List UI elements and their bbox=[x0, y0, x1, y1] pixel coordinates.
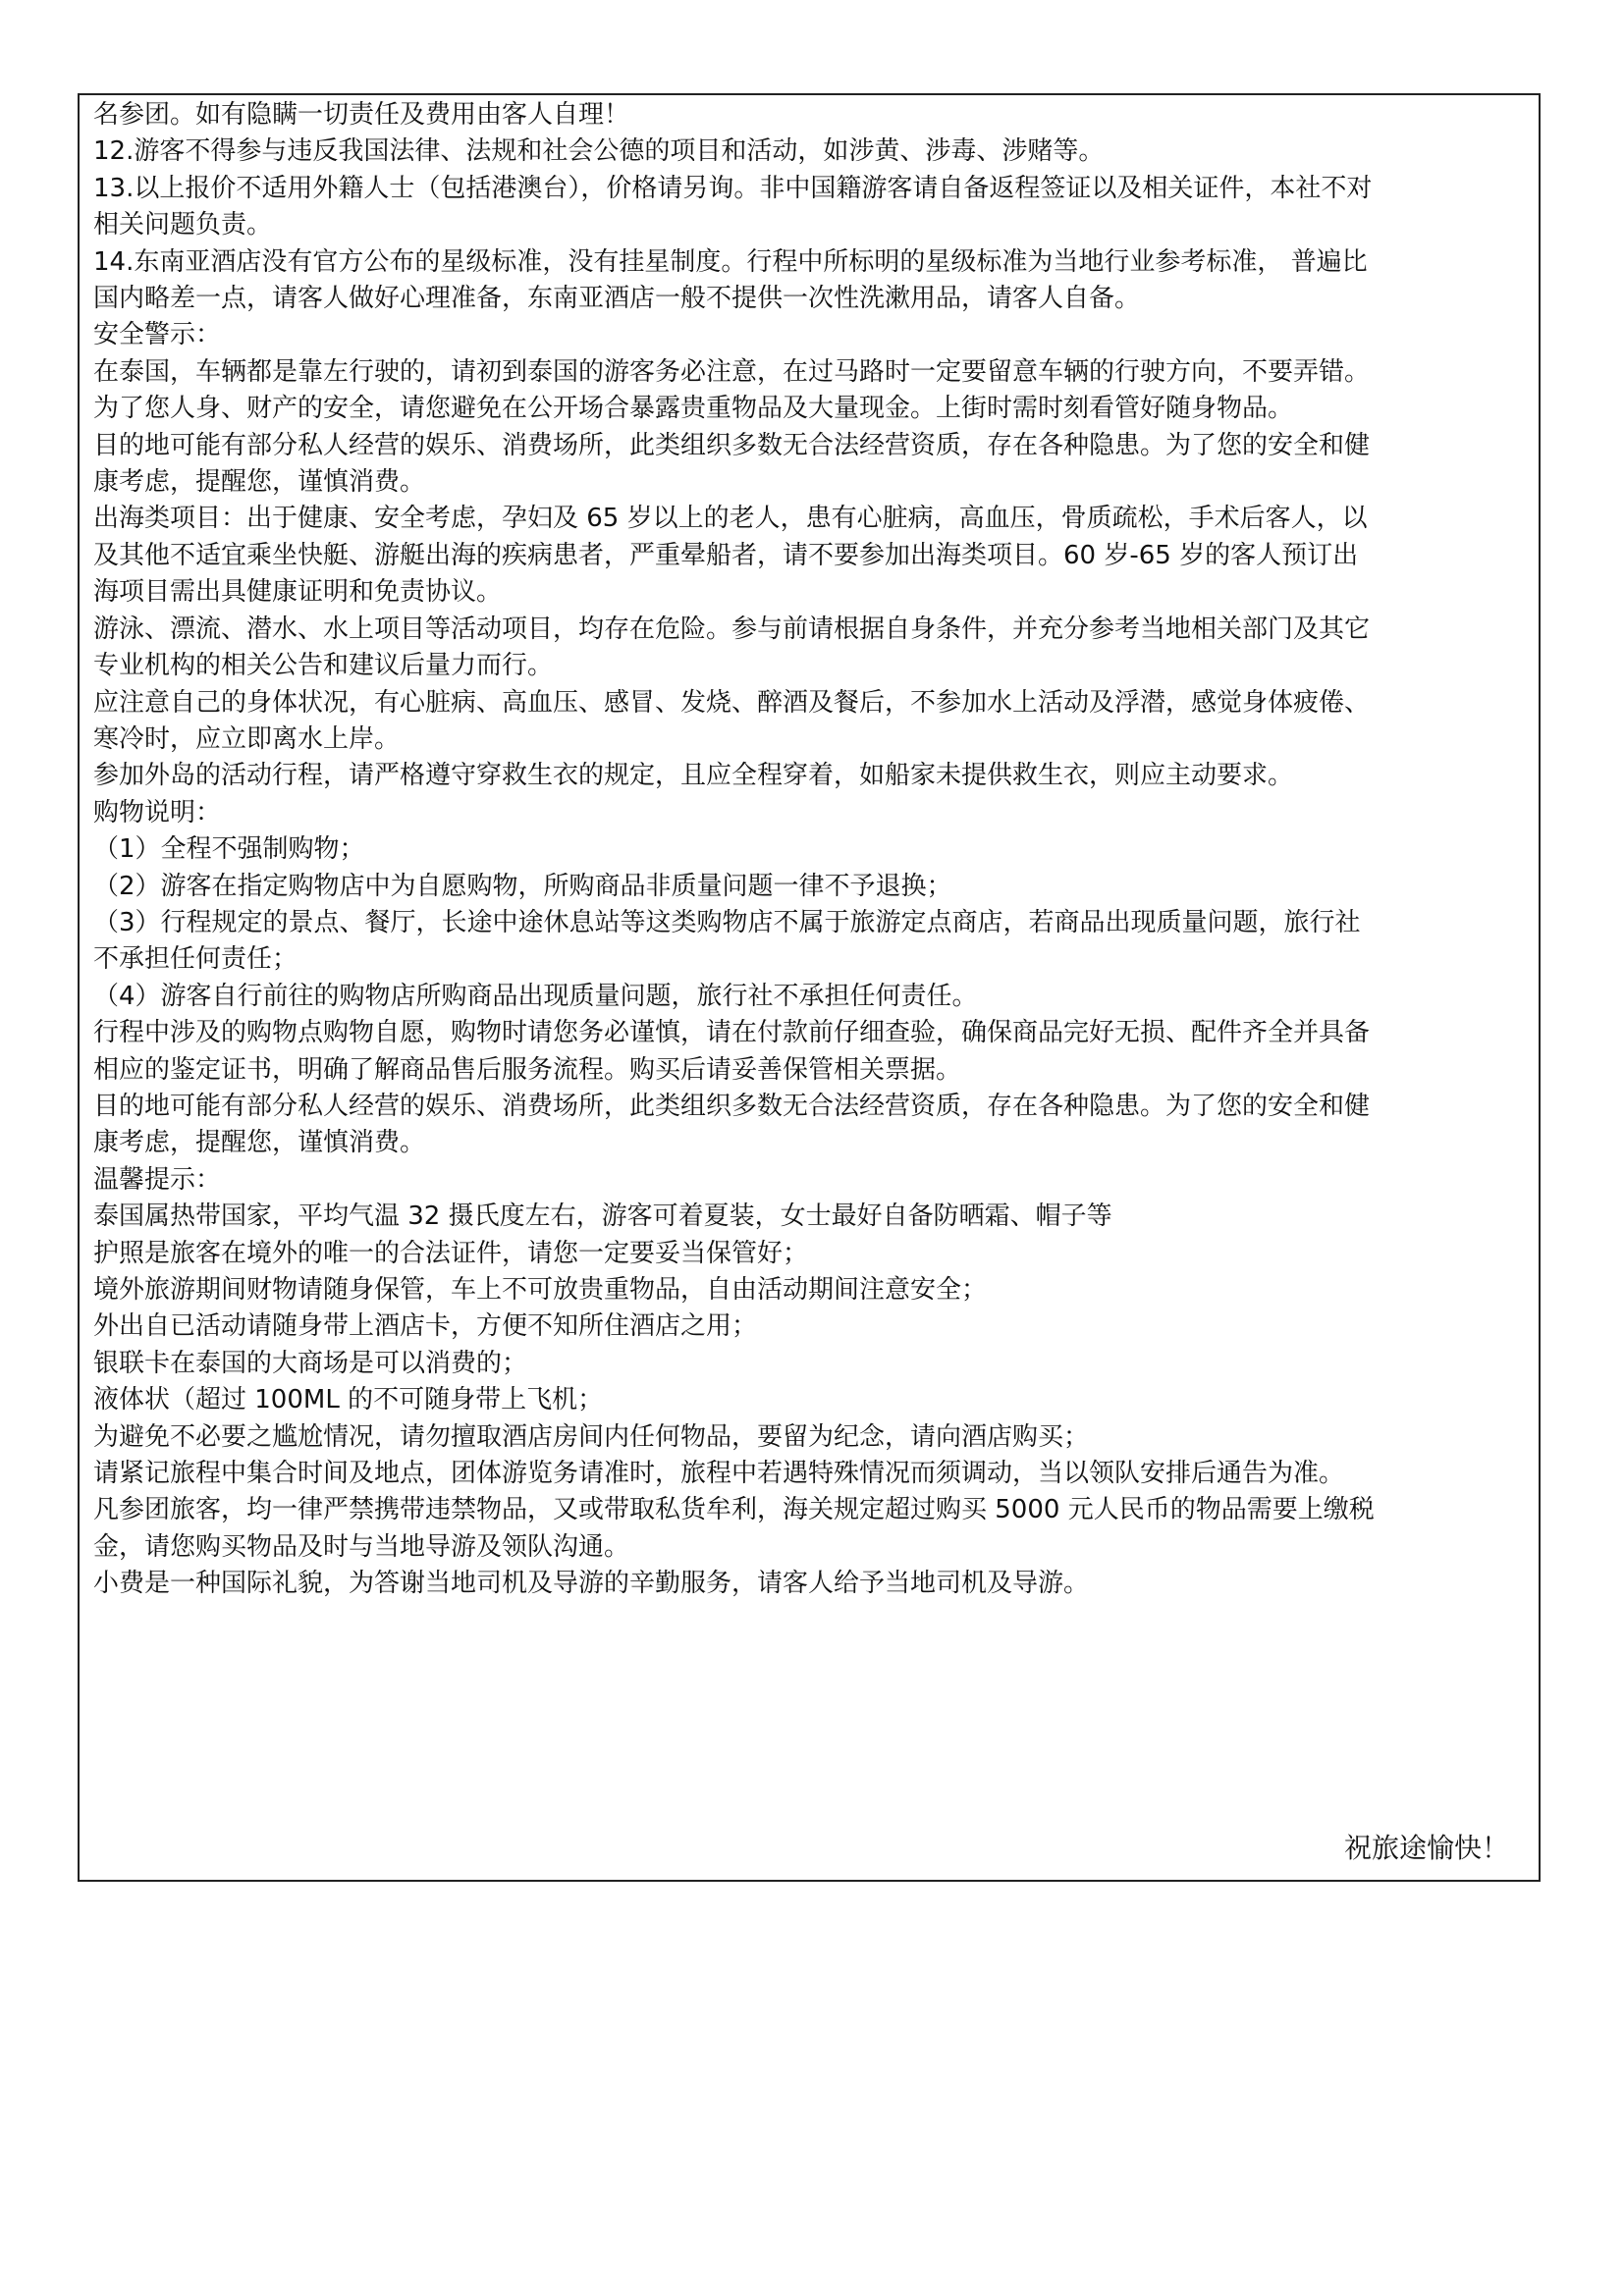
document-line: 参加外岛的活动行程，请严格遵守穿救生衣的规定，且应全程穿着，如船家未提供救生衣，则应主动要求。 bbox=[93, 761, 1294, 791]
document-line: 请紧记旅程中集合时间及地点，团体游览务请准时，旅程中若遇特殊情况而须调动，当以领队安排后通告为准。 bbox=[93, 1459, 1345, 1489]
document-line: 相应的鉴定证书，明确了解商品售后服务流程。购买后请妥善保管相关票据。 bbox=[93, 1054, 962, 1085]
document-body bbox=[93, 97, 1525, 1603]
document-line: 凡参团旅客，均一律严禁携带违禁物品，又或带取私货牟利，海关规定超过购买 5000 元人民币的物品需要上缴税 bbox=[93, 1495, 1375, 1525]
document-line: 出海类项目：出于健康、安全考虑，孕妇及 65 岁以上的老人，患有心脏病，高血压，骨质疏松，手术后客人，以 bbox=[93, 504, 1368, 534]
document-line: （2）游客在指定购物店中为自愿购物，所购商品非质量问题一律不予退换； bbox=[93, 871, 952, 901]
document-line: 护照是旅客在境外的唯一的合法证件，请您一定要妥当保管好； bbox=[93, 1238, 809, 1268]
document-line: 目的地可能有部分私人经营的娱乐、消费场所，此类组织多数无合法经营资质，存在各种隐患。为了您的安全和健 bbox=[93, 430, 1371, 460]
document-line: 购物说明： bbox=[93, 797, 222, 828]
document-line: 相关问题负责。 bbox=[93, 210, 273, 240]
document-line: 银联卡在泰国的大商场是可以消费的； bbox=[93, 1348, 528, 1378]
document-line: 行程中涉及的购物点购物自愿，购物时请您务必谨慎，请在付款前仔细查验，确保商品完好无损、配件齐全并具备 bbox=[93, 1018, 1371, 1048]
document-line: 游泳、漂流、潜水、水上项目等活动项目，均存在危险。参与前请根据自身条件，并充分参考当地相关部门及其它 bbox=[93, 614, 1371, 644]
document-line: （1）全程不强制购物； bbox=[93, 834, 365, 865]
document-line: 金，请您购买物品及时与当地导游及领队沟通。 bbox=[93, 1531, 630, 1562]
document-line: 外出自已活动请随身带上酒店卡，方便不知所住酒店之用； bbox=[93, 1311, 758, 1342]
document-line: （4）游客自行前往的购物店所购商品出现质量问题，旅行社不承担任何责任。 bbox=[93, 981, 978, 1011]
document-line: 温馨提示： bbox=[93, 1164, 222, 1195]
document-line: 泰国属热带国家，平均气温 32 摄氏度左右，游客可着夏装，女士最好自备防晒霜、帽子等 bbox=[93, 1201, 1112, 1232]
document-line: （3）行程规定的景点、餐厅，长途中途休息站等这类购物店不属于旅游定点商店，若商品出现质量问题，旅行社 bbox=[93, 907, 1361, 937]
document-line: 安全警示： bbox=[93, 320, 222, 350]
document-line: 专业机构的相关公告和建议后量力而行。 bbox=[93, 651, 554, 681]
document-line: 在泰国，车辆都是靠左行驶的，请初到泰国的游客务必注意，在过马路时一定要留意车辆的行驶方向，不要弄错。 bbox=[93, 356, 1371, 387]
document-line: 国内略差一点，请客人做好心理准备，东南亚酒店一般不提供一次性洗漱用品，请客人自备。 bbox=[93, 284, 1141, 314]
document-line: 寒冷时，应立即离水上岸。 bbox=[93, 723, 401, 754]
document-line: 康考虑，提醒您，谨慎消费。 bbox=[93, 1128, 426, 1158]
document-line: 及其他不适宜乘坐快艇、游艇出海的疾病患者，严重晕船者，请不要参加出海类项目。60 岁-65 岁的客人预订出 bbox=[93, 540, 1359, 570]
document-line: 不承担任何责任； bbox=[93, 944, 298, 975]
document-line: 应注意自己的身体状况，有心脏病、高血压、感冒、发烧、醉酒及餐后，不参加水上活动及浮潜，感觉身体疲倦、 bbox=[93, 687, 1371, 718]
closing-greeting: 祝旅途愉快！ bbox=[1343, 1832, 1509, 1864]
document-line: 名参团。如有隐瞒一切责任及费用由客人自理！ bbox=[93, 100, 630, 130]
document-line: 目的地可能有部分私人经营的娱乐、消费场所，此类组织多数无合法经营资质，存在各种隐患。为了您的安全和健 bbox=[93, 1091, 1371, 1121]
document-frame bbox=[78, 93, 1541, 1882]
document-line: 康考虑，提醒您，谨慎消费。 bbox=[93, 467, 426, 498]
document-line: 14.东南亚酒店没有官方公布的星级标准，没有挂星制度。行程中所标明的星级标准为当地行业参考标准， 普遍比 bbox=[93, 246, 1368, 277]
document-line: 13.以上报价不适用外籍人士（包括港澳台），价格请另询。非中国籍游客请自备返程签证以及相关证件，本社不对 bbox=[93, 173, 1373, 203]
document-line: 为避免不必要之尴尬情况，请勿擅取酒店房间内任何物品，要留为纪念，请向酒店购买； bbox=[93, 1421, 1090, 1452]
document-line: 小费是一种国际礼貌，为答谢当地司机及导游的辛勤服务，请客人给予当地司机及导游。 bbox=[93, 1569, 1090, 1599]
document-line: 液体状（超过 100ML 的不可随身带上飞机； bbox=[93, 1385, 604, 1415]
document-line: 为了您人身、财产的安全，请您避免在公开场合暴露贵重物品及大量现金。上街时需时刻看管好随身物品。 bbox=[93, 394, 1294, 424]
document-line: 海项目需出具健康证明和免责协议。 bbox=[93, 577, 503, 608]
document-line: 12.游客不得参与违反我国法律、法规和社会公德的项目和活动，如涉黄、涉毒、涉赌等。 bbox=[93, 136, 1105, 167]
document-line: 境外旅游期间财物请随身保管，车上不可放贵重物品，自由活动期间注意安全； bbox=[93, 1275, 988, 1305]
